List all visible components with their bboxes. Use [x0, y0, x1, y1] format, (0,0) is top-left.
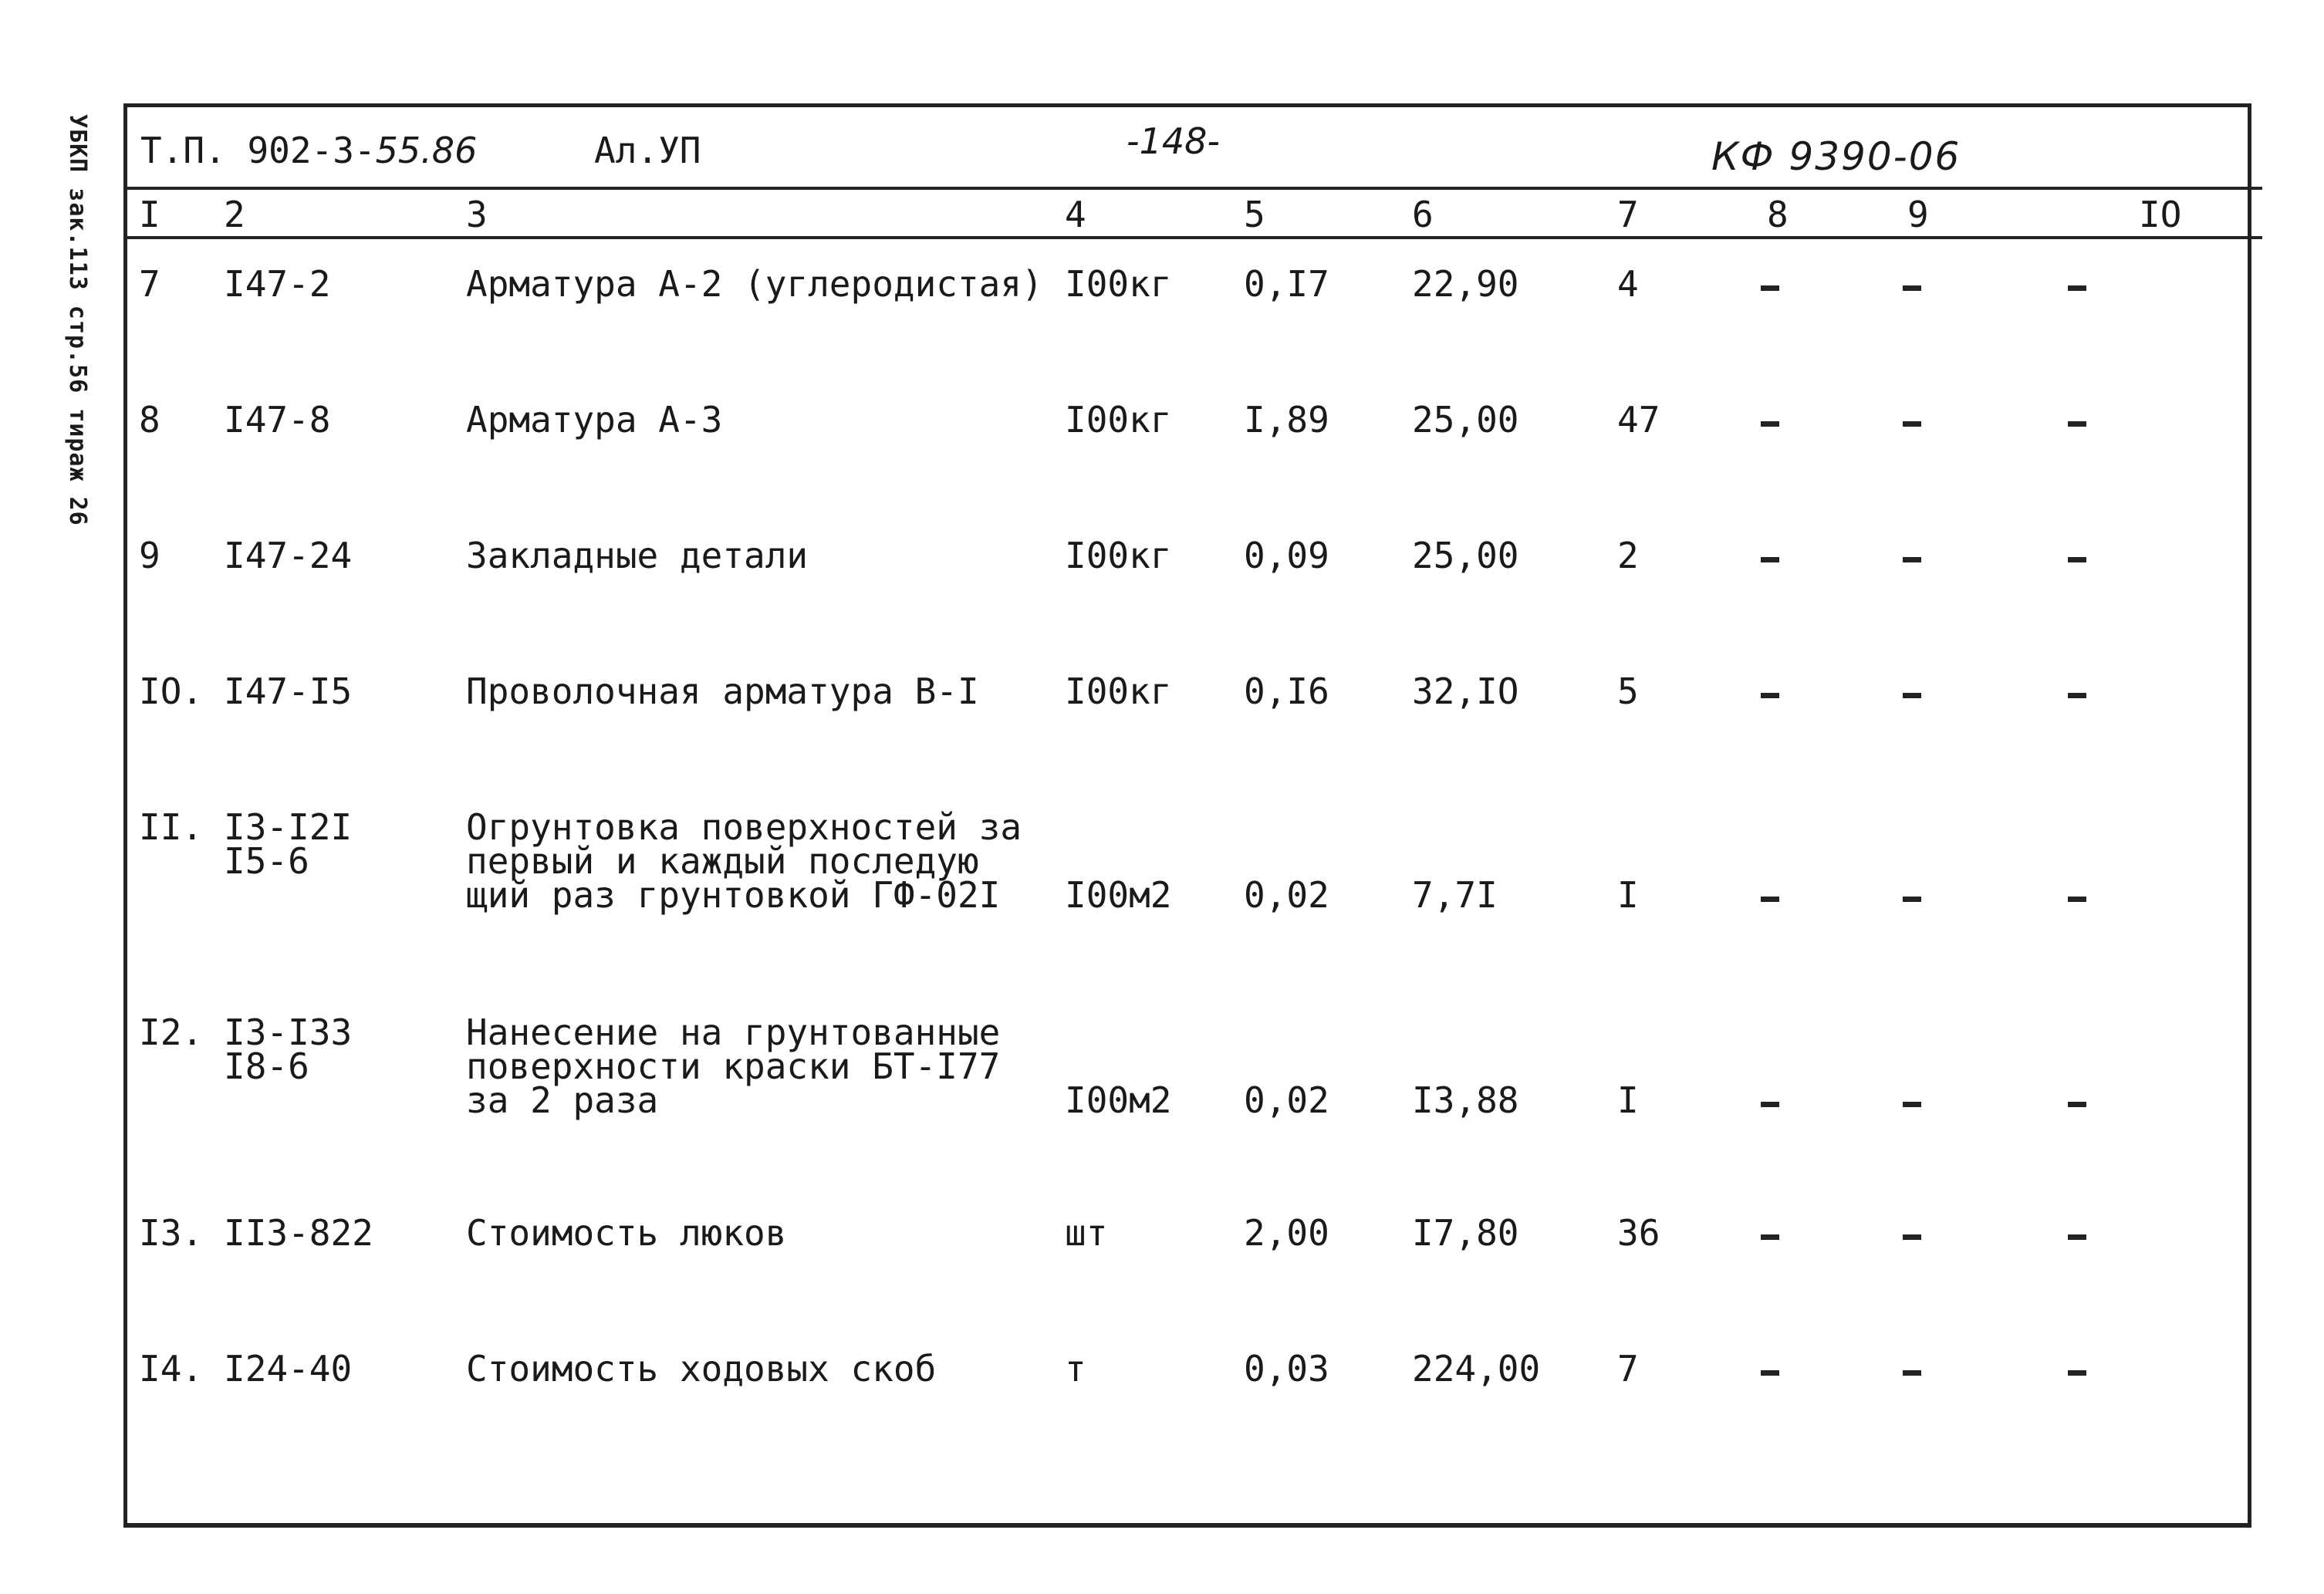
row-unit: т	[1065, 1348, 1086, 1390]
dash-mark	[1903, 897, 1921, 902]
column-number-1: I	[139, 194, 160, 235]
row-number: II.	[139, 806, 204, 848]
row-total: 7	[1617, 1348, 1639, 1390]
dash-mark	[1761, 693, 1779, 698]
row-name: Проволочная арматура В-I	[466, 670, 979, 712]
row-code: I47-I5	[224, 670, 353, 712]
row-total: 5	[1617, 670, 1639, 712]
row-name: Арматура А-3	[466, 399, 723, 441]
dash-mark	[1761, 285, 1779, 291]
row-unit: шт	[1065, 1212, 1108, 1254]
dash-mark	[1761, 421, 1779, 427]
dash-mark	[1761, 557, 1779, 562]
dash-mark	[1903, 1102, 1921, 1107]
dash-mark	[2068, 1234, 2086, 1240]
row-unit: I00м2	[1065, 1079, 1172, 1121]
row-code: I47-24	[224, 535, 353, 576]
row-number: 8	[139, 399, 160, 441]
row-quantity: 0,I6	[1244, 670, 1329, 712]
row-quantity: 0,03	[1244, 1348, 1329, 1390]
row-quantity: 0,02	[1244, 874, 1329, 916]
row-code: II3-822	[224, 1212, 373, 1254]
row-code: I24-40	[224, 1348, 353, 1390]
column-number-5: 5	[1244, 194, 1265, 235]
row-quantity: 2,00	[1244, 1212, 1329, 1254]
row-price: 25,00	[1412, 399, 1519, 441]
dash-mark	[1761, 1234, 1779, 1240]
side-stamp-text: УБКП зак.113 стр.56 тираж 26	[64, 114, 91, 526]
dash-mark	[2068, 1370, 2086, 1376]
dash-mark	[1903, 285, 1921, 291]
row-number: I3.	[139, 1212, 204, 1254]
row-name: Стоимость люков	[466, 1212, 787, 1254]
row-name: Стоимость ходовых скоб	[466, 1348, 937, 1390]
row-name: Арматура А-2 (углеродистая)	[466, 263, 1043, 305]
row-quantity: 0,02	[1244, 1079, 1329, 1121]
dash-mark	[2068, 693, 2086, 698]
column-number-7: 7	[1617, 194, 1639, 235]
row-price: 224,00	[1412, 1348, 1541, 1390]
dash-mark	[1761, 1370, 1779, 1376]
row-price: 7,7I	[1412, 874, 1498, 916]
dash-mark	[1903, 1234, 1921, 1240]
row-quantity: 0,09	[1244, 535, 1329, 576]
column-number-6: 6	[1412, 194, 1434, 235]
dash-mark	[2068, 421, 2086, 427]
header-code: КФ 9390-06	[1711, 134, 1961, 179]
column-number-8: 8	[1767, 194, 1789, 235]
row-name: Закладные детали	[466, 535, 809, 576]
dash-mark	[1761, 1102, 1779, 1107]
row-unit: I00кг	[1065, 535, 1172, 576]
row-code: I47-8	[224, 399, 331, 441]
row-name: Нанесение на грунтованные поверхности краски БТ-I77 за 2 раза	[466, 1011, 1001, 1121]
row-unit: I00м2	[1065, 874, 1172, 916]
header-album: Ал.УП	[594, 130, 701, 171]
header-designation	[140, 130, 477, 171]
side-stamp	[57, 114, 91, 526]
row-price: I3,88	[1412, 1079, 1519, 1121]
row-number: I2.	[139, 1011, 204, 1053]
dash-mark	[1903, 557, 1921, 562]
header-designation-text: Т.П. 902-3-	[140, 130, 376, 171]
row-price: I7,80	[1412, 1212, 1519, 1254]
header-divider	[123, 187, 2262, 190]
column-divider	[123, 236, 2262, 239]
header-designation-handwritten: 55.86	[375, 130, 478, 171]
row-total: 2	[1617, 535, 1639, 576]
dash-mark	[1761, 897, 1779, 902]
row-total: 4	[1617, 263, 1639, 305]
row-price: 32,IO	[1412, 670, 1519, 712]
column-number-2: 2	[224, 194, 245, 235]
dash-mark	[2068, 285, 2086, 291]
column-number-3: 3	[466, 194, 488, 235]
row-code: I3-I33 I8-6	[224, 1011, 353, 1087]
row-number: 7	[139, 263, 160, 305]
column-number-9: 9	[1907, 194, 1929, 235]
row-number: IO.	[139, 670, 204, 712]
row-number: 9	[139, 535, 160, 576]
dash-mark	[1903, 693, 1921, 698]
row-number: I4.	[139, 1348, 204, 1390]
row-code: I3-I2I I5-6	[224, 806, 353, 882]
dash-mark	[2068, 897, 2086, 902]
row-unit: I00кг	[1065, 263, 1172, 305]
column-number-10: IO	[2139, 194, 2182, 235]
dash-mark	[1903, 421, 1921, 427]
column-number-4: 4	[1065, 194, 1086, 235]
row-price: 25,00	[1412, 535, 1519, 576]
row-unit: I00кг	[1065, 399, 1172, 441]
row-name: Огрунтовка поверхностей за первый и каждый последую щий раз грунтовкой ГФ-02I	[466, 806, 1022, 916]
table-frame	[123, 103, 2251, 1528]
row-quantity: 0,I7	[1244, 263, 1329, 305]
row-total: I	[1617, 874, 1639, 916]
row-total: 47	[1617, 399, 1660, 441]
header-page-number: -148-	[1127, 120, 1220, 162]
row-total: 36	[1617, 1212, 1660, 1254]
row-total: I	[1617, 1079, 1639, 1121]
row-quantity: I,89	[1244, 399, 1329, 441]
row-code: I47-2	[224, 263, 331, 305]
row-unit: I00кг	[1065, 670, 1172, 712]
dash-mark	[1903, 1370, 1921, 1376]
dash-mark	[2068, 1102, 2086, 1107]
dash-mark	[2068, 557, 2086, 562]
row-price: 22,90	[1412, 263, 1519, 305]
